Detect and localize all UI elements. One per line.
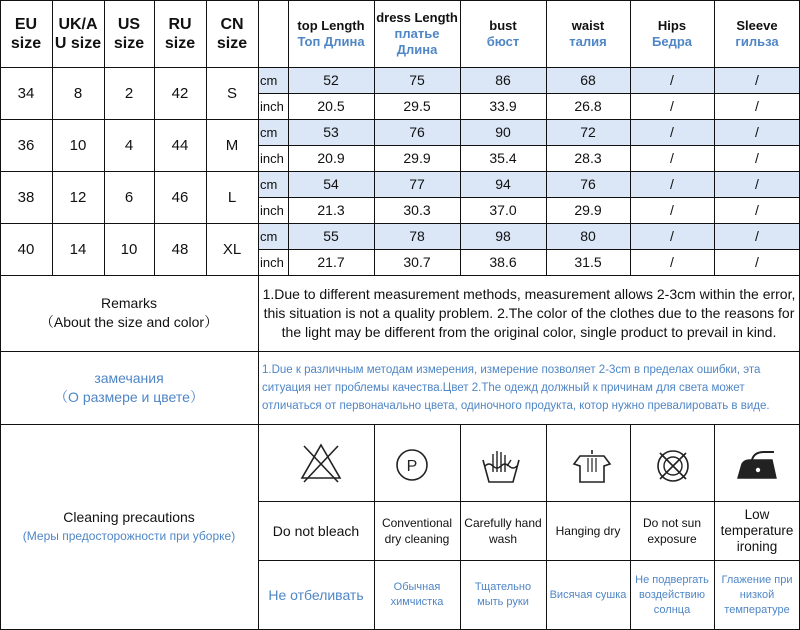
measurement-cm-cell: 94	[495, 176, 511, 192]
hang-dry-icon	[572, 446, 612, 486]
header-label-ru: бюст	[486, 33, 520, 49]
grid-line	[258, 93, 800, 94]
care-label-en: Do not bleach	[272, 522, 360, 539]
care-label-ru: Висячая сушка	[549, 588, 627, 601]
size-uk-cell: 10	[69, 136, 87, 154]
measurement-inch-cell: /	[670, 254, 674, 270]
header-label-en: Hips	[657, 17, 687, 33]
measurement-cm-cell: 55	[323, 228, 339, 244]
grid-line	[288, 0, 289, 275]
grid-line	[546, 0, 547, 275]
care-label-ru: Не отбеливать	[268, 586, 364, 603]
care-label-en: Low temperature ironing	[720, 506, 794, 554]
grid-line	[714, 0, 715, 275]
header-us-size	[104, 0, 154, 67]
grid-line	[258, 560, 800, 561]
unit-cm-label: cm	[260, 176, 278, 192]
remarks-text: 1.Due к различным методам измерения, измерение позволяет 2-3cm в пределах ошибки, эта ситуация нет проблемы качества.Цвет 2.The одежд должный к причинам для света может отличаться от первоначально цвета, одиночного продукта, котор нужно превалировать в виде.	[262, 363, 770, 412]
grid-line	[258, 197, 800, 198]
grid-line	[460, 0, 461, 275]
remarks-text-en	[258, 275, 800, 351]
measurement-cm-cell: 78	[409, 228, 425, 244]
grid-line	[0, 351, 800, 352]
care-label-en: Hanging dry	[555, 523, 621, 538]
header-label: UK/A U size	[54, 15, 102, 52]
size-ru-cell: 42	[171, 84, 189, 102]
measurement-cm-cell: 52	[323, 72, 339, 88]
header-top-length	[288, 0, 374, 67]
measurement-inch-cell: 20.9	[317, 150, 345, 166]
measurement-inch-cell: 33.9	[489, 98, 517, 114]
care-label-en: Carefully hand wash	[464, 515, 542, 546]
header-label: CN size	[216, 15, 248, 52]
size-cn-cell: XL	[222, 240, 242, 258]
remarks-text: 1.Due to different measurement methods, measurement allows 2-3cm within the error, this situation is not a quality problem. 2.The color of the clothes due to the reasons for the light may be different from the original color, single product to prevail in kind.	[262, 285, 796, 340]
measurement-cm-cell: 86	[495, 72, 511, 88]
measurement-inch-cell: /	[755, 98, 759, 114]
header-uk-size	[52, 0, 104, 67]
header-sleeve	[714, 0, 800, 67]
size-uk-cell: 8	[73, 84, 83, 102]
grid-line	[206, 0, 207, 275]
care-label-ru: Не подвергать воздействию солнца	[635, 573, 709, 616]
grid-line	[630, 424, 631, 630]
unit-inch-label: inch	[260, 98, 284, 114]
measurement-inch-cell: /	[755, 254, 759, 270]
grid-line	[258, 249, 800, 250]
header-label-en: Sleeve	[736, 17, 778, 33]
cleaning-title: Cleaning precautions	[63, 509, 195, 525]
measurement-inch-cell: 21.7	[317, 254, 345, 270]
size-us-cell: 2	[124, 84, 134, 102]
remarks-text-ru	[258, 351, 800, 424]
grid-line	[0, 0, 800, 1]
size-eu-cell: 40	[17, 240, 35, 258]
cleaning-subtitle: (Меры предосторожности при уборке)	[22, 529, 236, 543]
grid-line	[104, 0, 105, 275]
measurement-cm-cell: 72	[580, 124, 596, 140]
measurement-cm-cell: 68	[580, 72, 596, 88]
measurement-inch-cell: /	[670, 202, 674, 218]
measurement-inch-cell: 30.7	[403, 254, 431, 270]
grid-line	[154, 0, 155, 275]
size-cn-cell: S	[226, 84, 237, 102]
header-label: RU size	[164, 15, 196, 52]
remarks-title: Remarks	[100, 295, 157, 311]
unit-cm-label: cm	[260, 124, 278, 140]
size-us-cell: 6	[124, 188, 134, 206]
measurement-cm-cell: 80	[580, 228, 596, 244]
measurement-cm-cell: /	[670, 124, 674, 140]
header-label: EU size	[10, 15, 42, 52]
measurement-inch-cell: 21.3	[317, 202, 345, 218]
measurement-cm-cell: 76	[580, 176, 596, 192]
care-label-en: Conventional dry cleaning	[381, 515, 453, 546]
size-ru-cell: 48	[171, 240, 189, 258]
size-eu-cell: 36	[17, 136, 35, 154]
measurement-cm-cell: 54	[323, 176, 339, 192]
measurement-cm-cell: /	[755, 124, 759, 140]
measurement-inch-cell: 35.4	[489, 150, 517, 166]
hand-wash-icon	[479, 446, 523, 486]
care-label-ru: Тщательно мыть руки	[474, 581, 532, 608]
measurement-inch-cell: 20.5	[317, 98, 345, 114]
unit-cm-label: cm	[260, 72, 278, 88]
measurement-inch-cell: 38.6	[489, 254, 517, 270]
header-label-en: top Length	[297, 17, 365, 33]
header-label-en: bust	[489, 17, 517, 33]
header-hips	[630, 0, 714, 67]
remarks-subtitle-ru: （О размере и цвете）	[54, 388, 204, 405]
grid-line	[0, 67, 800, 68]
unit-inch-label: inch	[260, 150, 284, 166]
remarks-subtitle: （About the size and color）	[39, 314, 219, 330]
grid-line	[0, 0, 1, 630]
svg-text:P: P	[406, 458, 418, 475]
unit-cm-label: cm	[260, 228, 278, 244]
measurement-cm-cell: /	[670, 176, 674, 192]
care-label-ru: Глажение при низкой температуре	[721, 573, 793, 616]
size-cn-cell: L	[227, 188, 237, 206]
size-us-cell: 4	[124, 136, 134, 154]
size-uk-cell: 12	[69, 188, 87, 206]
measurement-inch-cell: 30.3	[403, 202, 431, 218]
measurement-inch-cell: 37.0	[489, 202, 517, 218]
low-temperature-iron-icon	[734, 446, 780, 486]
do-not-tumble-dry-icon	[654, 447, 692, 485]
measurement-cm-cell: 75	[409, 72, 425, 88]
measurement-inch-cell: 26.8	[574, 98, 602, 114]
measurement-cm-cell: /	[670, 72, 674, 88]
size-eu-cell: 34	[17, 84, 35, 102]
measurement-cm-cell: 77	[409, 176, 425, 192]
grid-line	[374, 0, 375, 275]
size-uk-cell: 14	[69, 240, 87, 258]
remarks-label	[0, 275, 258, 351]
grid-line	[258, 0, 259, 630]
grid-line	[258, 145, 800, 146]
header-label-en: dress Length	[376, 9, 458, 25]
measurement-inch-cell: 29.9	[574, 202, 602, 218]
remarks-title-ru: замечания	[94, 369, 164, 386]
size-us-cell: 10	[120, 240, 138, 258]
size-cn-cell: M	[225, 136, 239, 154]
remarks-label-ru	[0, 351, 258, 424]
grid-line	[0, 275, 800, 276]
grid-line	[0, 223, 800, 224]
grid-line	[0, 424, 800, 425]
measurement-inch-cell: 29.9	[403, 150, 431, 166]
size-ru-cell: 44	[171, 136, 189, 154]
grid-line	[714, 424, 715, 630]
cleaning-label	[0, 424, 258, 630]
unit-inch-label: inch	[260, 202, 284, 218]
measurement-inch-cell: /	[670, 98, 674, 114]
unit-inch-label: inch	[260, 254, 284, 270]
header-label-ru: талия	[569, 33, 607, 49]
grid-line	[374, 424, 375, 630]
measurement-inch-cell: /	[670, 150, 674, 166]
measurement-cm-cell: /	[755, 176, 759, 192]
grid-line	[52, 0, 53, 275]
measurement-cm-cell: 90	[495, 124, 511, 140]
measurement-cm-cell: /	[670, 228, 674, 244]
measurement-inch-cell: /	[755, 150, 759, 166]
header-label-ru: гильза	[735, 33, 779, 49]
grid-line	[0, 119, 800, 120]
measurement-inch-cell: /	[755, 202, 759, 218]
measurement-cm-cell: 98	[495, 228, 511, 244]
grid-line	[630, 0, 631, 275]
header-dress-length	[374, 0, 460, 67]
size-ru-cell: 46	[171, 188, 189, 206]
measurement-cm-cell: 53	[323, 124, 339, 140]
measurement-cm-cell: /	[755, 228, 759, 244]
size-eu-cell: 38	[17, 188, 35, 206]
header-waist	[546, 0, 630, 67]
header-label: US size	[113, 15, 145, 52]
measurement-cm-cell: /	[755, 72, 759, 88]
header-eu-size	[0, 0, 52, 67]
measurement-inch-cell: 29.5	[403, 98, 431, 114]
care-label-ru: Обычная химчистка	[390, 581, 444, 608]
measurement-inch-cell: 31.5	[574, 254, 602, 270]
header-ru-size	[154, 0, 206, 67]
measurement-inch-cell: 28.3	[574, 150, 602, 166]
header-bust	[460, 0, 546, 67]
measurement-cm-cell: 76	[409, 124, 425, 140]
header-cn-size	[206, 0, 258, 67]
header-label-ru: Бедра	[652, 33, 692, 49]
grid-line	[460, 424, 461, 630]
do-not-bleach-icon	[298, 440, 344, 486]
dry-clean-p-icon	[394, 447, 430, 483]
grid-line	[0, 171, 800, 172]
header-label-en: waist	[571, 17, 605, 33]
header-label-ru: Топ Длина	[297, 33, 365, 49]
header-label-ru: платье Длина	[394, 25, 440, 57]
grid-line	[258, 501, 800, 502]
grid-line	[546, 424, 547, 630]
care-label-en: Do not sun exposure	[642, 515, 702, 546]
